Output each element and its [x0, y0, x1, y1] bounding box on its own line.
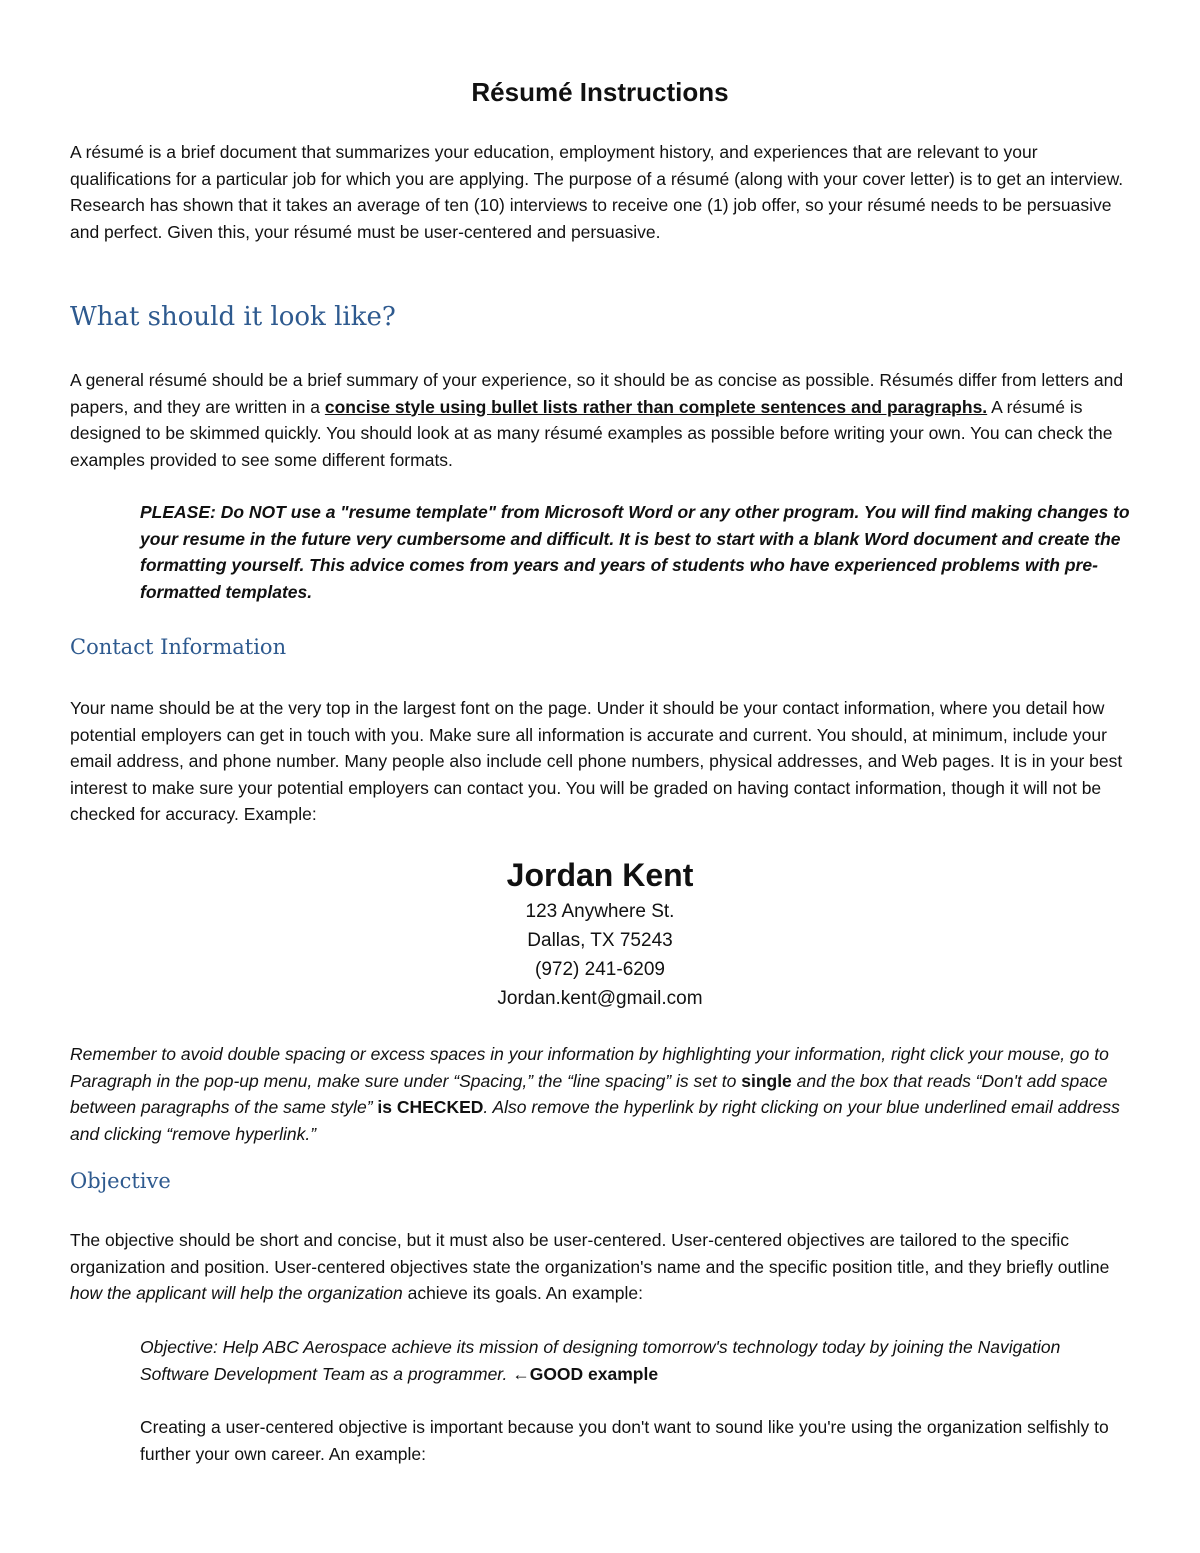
contact-paragraph: Your name should be at the very top in the largest font on the page. Under it should be your contact information, where you detail how potential employers can get in touch with you. Make sure all information is accurate and current. You should, at minimum, include your email address, and phone number. Many people also include cell phone numbers, physical addresses, and Web pages. It is in your best interest to make sure your potential employers can contact you. You will be graded on having contact information, though it will not be checked for accuracy. Example: [70, 698, 1123, 824]
example-name: Jordan Kent [506, 857, 694, 893]
arrow-left-icon: ← [512, 1363, 530, 1384]
section-heading-contact: Contact Information [70, 635, 287, 659]
section-heading-look: What should it look like? [70, 302, 396, 332]
objective-example-text: Objective: Help ABC Aerospace achieve its mission of designing tomorrow's technology today by joining the Navigation Software Development Team as a programmer. [140, 1337, 1061, 1384]
example-email: Jordan.kent@gmail.com [497, 988, 703, 1009]
note-text-1: Remember to avoid double spacing or excess spaces in your information by highlighting your information, right click your mouse, go to Paragraph in the pop-up menu, make sure under “Spacing,” the “line spacing” is set to [70, 1044, 1109, 1091]
document-title: Résumé Instructions [471, 77, 729, 107]
intro-paragraph: A résumé is a brief document that summarizes your education, employment history, and experiences that are relevant to your qualifications for a particular job for which you are applying. The purpose of a résumé (along with your cover letter) is to get an interview. Research has shown that it takes an average of ten (10) interviews to receive one (1) job offer, so your résumé needs to be persuasive and perfect. Given this, your résumé must be user-centered and persuasive. [70, 142, 1124, 242]
contact-example [0, 853, 1200, 1013]
objective-italic: how the applicant will help the organization [70, 1283, 403, 1303]
look-text-end: A résumé is designed to be skimmed quickly. You should look at as many résumé examples as possible before writing your own. You can check the examples provided to see some different formats. [70, 396, 1113, 470]
look-text-start: A general résumé should be a brief summary of your experience, so it should be as concise as possible. Résumés differ from letters and papers, and they are written in a [70, 370, 1124, 417]
spacing-note [70, 1041, 1132, 1147]
objective-paragraph-2: Creating a user-centered objective is important because you don't want to sound like you're using the organization selfishly to further your own career. An example: [140, 1417, 1109, 1464]
example-city: Dallas, TX 75243 [527, 930, 673, 951]
look-emphasis: concise style using bullet lists rather than complete sentences and paragraphs. [324, 396, 988, 417]
template-warning: PLEASE: Do NOT use a "resume template" from Microsoft Word or any other program. You will find making changes to your resume in the future very cumbersome and difficult. It is best to start with a blank Word document and create the formatting yourself. This advice comes from years and years of students who have experienced problems with pre-formatted templates. [140, 502, 1130, 602]
note-single: single [741, 1070, 792, 1091]
look-paragraph [70, 367, 1132, 473]
example-street: 123 Anywhere St. [525, 901, 675, 922]
objective-text-end: achieve its goals. An example: [402, 1283, 643, 1303]
example-phone: (972) 241-6209 [535, 959, 665, 980]
section-heading-objective: Objective [70, 1169, 171, 1193]
objective-text-start: The objective should be short and concise, but it must also be user-centered. User-centered objectives are tailored to the specific organization and position. User-centered objectives state the organization's name and the specific position title, and they briefly outline [70, 1230, 1110, 1277]
good-example-label: GOOD example [529, 1363, 659, 1384]
note-text-2: and the box that reads “Don't add space between paragraphs of the same style” [70, 1070, 1108, 1117]
note-checked: is CHECKED [377, 1097, 484, 1117]
objective-paragraph [70, 1227, 1132, 1307]
objective-example [140, 1334, 1130, 1387]
note-text-3: . Also remove the hyperlink by right clicking on your blue underlined email address and clicking “remove hyperlink.” [70, 1097, 1120, 1144]
